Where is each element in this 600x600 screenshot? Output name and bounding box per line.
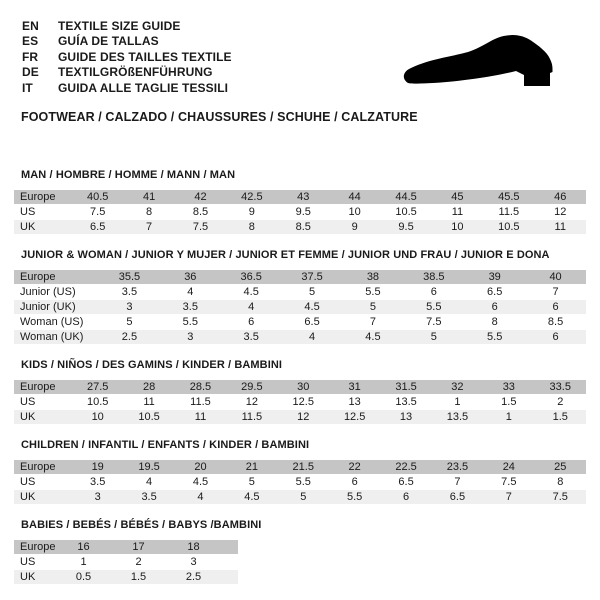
section-man <box>14 169 586 235</box>
size-cell: 5.5 <box>278 475 329 490</box>
row-label: Junior (US) <box>14 285 99 300</box>
size-cell: 1.5 <box>483 395 534 410</box>
dress-shoe-icon <box>400 33 576 95</box>
category-header: FOOTWEAR / CALZADO / CHAUSSURES / SCHUHE / CALZATURE <box>21 110 418 124</box>
table-row <box>14 410 586 425</box>
size-cell: 4.5 <box>221 285 282 300</box>
size-cell: 4.5 <box>282 300 343 315</box>
size-cell: 10 <box>432 220 483 235</box>
size-cell: 5 <box>343 300 404 315</box>
size-cell: 7.5 <box>175 220 226 235</box>
size-cell: 12 <box>278 410 329 425</box>
size-cell: 5 <box>403 330 464 345</box>
size-cell: 7.5 <box>72 205 123 220</box>
size-cell: 21.5 <box>278 460 329 475</box>
size-cell: 23.5 <box>432 460 483 475</box>
section-junior-woman <box>14 249 586 345</box>
size-table-man <box>14 190 586 235</box>
size-cell: 3.5 <box>123 490 174 505</box>
size-cell: 33 <box>483 380 534 395</box>
size-cell: 19 <box>72 460 123 475</box>
size-cell: 10 <box>329 205 380 220</box>
row-label: Europe <box>14 380 72 395</box>
size-cell: 28.5 <box>175 380 226 395</box>
row-label: Europe <box>14 540 56 555</box>
size-cell: 20 <box>175 460 226 475</box>
size-cell: 9 <box>226 205 277 220</box>
size-cell: 9.5 <box>380 220 431 235</box>
size-cell: 6.5 <box>72 220 123 235</box>
size-cell: 5.5 <box>403 300 464 315</box>
language-row <box>22 34 232 50</box>
size-cell: 41 <box>123 190 174 205</box>
size-cell: 16 <box>56 540 111 555</box>
size-cell: 3.5 <box>72 475 123 490</box>
language-code: EN <box>22 18 39 33</box>
size-cell: 8.5 <box>525 315 586 330</box>
size-cell: 7.5 <box>483 475 534 490</box>
size-cell: 33.5 <box>535 380 586 395</box>
size-cell: 5 <box>282 285 343 300</box>
size-table-kids <box>14 380 586 425</box>
size-cell: 6 <box>464 300 525 315</box>
size-cell: 2 <box>535 395 586 410</box>
size-cell: 6.5 <box>380 475 431 490</box>
table-row <box>14 330 586 345</box>
row-label: Europe <box>14 460 72 475</box>
size-cell: 3.5 <box>160 300 221 315</box>
row-label: US <box>14 395 72 410</box>
table-row <box>14 315 586 330</box>
size-cell: 1 <box>432 395 483 410</box>
size-cell: 13 <box>380 410 431 425</box>
size-cell: 1.5 <box>111 570 166 585</box>
row-label: Europe <box>14 270 99 285</box>
size-cell: 29.5 <box>226 380 277 395</box>
size-cell: 9 <box>329 220 380 235</box>
size-cell: 5.5 <box>329 490 380 505</box>
size-cell: 8 <box>464 315 525 330</box>
section-kids <box>14 359 586 425</box>
table-row <box>14 460 586 475</box>
row-label: UK <box>14 490 72 505</box>
size-cell: 42.5 <box>226 190 277 205</box>
size-cell: 27.5 <box>72 380 123 395</box>
section-children <box>14 439 586 505</box>
size-cell: 5.5 <box>160 315 221 330</box>
language-code: DE <box>22 65 39 80</box>
dress-shoe-path <box>404 35 553 86</box>
language-title: GUIDE DES TAILLES TEXTILE <box>58 49 232 64</box>
table-row <box>14 205 586 220</box>
size-cell: 39 <box>464 270 525 285</box>
size-cell: 4.5 <box>175 475 226 490</box>
size-cell: 10 <box>72 410 123 425</box>
size-cell: 10.5 <box>123 410 174 425</box>
size-cell: 3 <box>99 300 160 315</box>
size-cell: 5 <box>226 475 277 490</box>
size-cell: 30 <box>278 380 329 395</box>
size-cell: 4.5 <box>343 330 404 345</box>
size-cell: 4 <box>221 300 282 315</box>
size-cell: 1.5 <box>535 410 586 425</box>
size-cell: 40.5 <box>72 190 123 205</box>
size-cell: 6.5 <box>464 285 525 300</box>
size-cell: 4 <box>175 490 226 505</box>
size-cell: 38 <box>343 270 404 285</box>
size-cell: 5.5 <box>343 285 404 300</box>
size-cell: 38.5 <box>403 270 464 285</box>
row-label: UK <box>14 220 72 235</box>
table-row <box>14 300 586 315</box>
table-row <box>14 395 586 410</box>
size-cell: 35.5 <box>99 270 160 285</box>
language-row <box>22 18 232 34</box>
section-title-man: MAN / HOMBRE / HOMME / MANN / MAN <box>21 169 236 181</box>
size-cell: 7.5 <box>403 315 464 330</box>
size-cell: 10.5 <box>72 395 123 410</box>
language-list <box>22 18 232 96</box>
language-title: TEXTILE SIZE GUIDE <box>58 18 181 33</box>
row-label: Woman (UK) <box>14 330 99 345</box>
table-row <box>14 555 238 570</box>
size-cell: 3 <box>72 490 123 505</box>
section-title-kids: KIDS / NIÑOS / DES GAMINS / KINDER / BAMBINI <box>21 359 283 371</box>
spacer-cell <box>221 570 238 585</box>
size-cell: 37.5 <box>282 270 343 285</box>
size-cell: 4 <box>282 330 343 345</box>
size-cell: 18 <box>166 540 221 555</box>
size-cell: 42 <box>175 190 226 205</box>
size-cell: 4 <box>123 475 174 490</box>
table-row <box>14 540 238 555</box>
size-cell: 12 <box>535 205 586 220</box>
spacer-cell <box>221 540 238 555</box>
size-cell: 10.5 <box>483 220 534 235</box>
size-cell: 13.5 <box>432 410 483 425</box>
size-cell: 3 <box>160 330 221 345</box>
table-row <box>14 490 586 505</box>
size-cell: 43 <box>278 190 329 205</box>
size-cell: 3.5 <box>99 285 160 300</box>
size-cell: 5 <box>99 315 160 330</box>
size-cell: 1 <box>56 555 111 570</box>
size-cell: 36.5 <box>221 270 282 285</box>
section-title-children: CHILDREN / INFANTIL / ENFANTS / KINDER / BAMBINI <box>21 439 310 451</box>
size-cell: 1 <box>483 410 534 425</box>
size-table-children <box>14 460 586 505</box>
row-label: US <box>14 205 72 220</box>
section-title-junior-woman: JUNIOR & WOMAN / JUNIOR Y MUJER / JUNIOR ET FEMME / JUNIOR UND FRAU / JUNIOR E DONA <box>21 249 550 261</box>
size-cell: 7 <box>432 475 483 490</box>
size-cell: 8.5 <box>175 205 226 220</box>
size-cell: 10.5 <box>380 205 431 220</box>
row-label: Junior (UK) <box>14 300 99 315</box>
table-row <box>14 285 586 300</box>
language-row <box>22 65 232 81</box>
size-cell: 40 <box>525 270 586 285</box>
table-row <box>14 380 586 395</box>
size-cell: 6.5 <box>432 490 483 505</box>
row-label: Europe <box>14 190 72 205</box>
language-title: GUIDA ALLE TAGLIE TESSILI <box>58 80 229 95</box>
language-code: FR <box>22 49 39 64</box>
size-cell: 2 <box>111 555 166 570</box>
size-cell: 11 <box>535 220 586 235</box>
size-cell: 25 <box>535 460 586 475</box>
row-label: UK <box>14 410 72 425</box>
size-cell: 12.5 <box>329 410 380 425</box>
size-cell: 5 <box>278 490 329 505</box>
size-cell: 0.5 <box>56 570 111 585</box>
section-babies <box>14 519 586 585</box>
size-cell: 8 <box>226 220 277 235</box>
row-label: US <box>14 555 56 570</box>
size-cell: 7 <box>343 315 404 330</box>
size-cell: 2.5 <box>166 570 221 585</box>
language-title: GUÍA DE TALLAS <box>58 34 159 49</box>
row-label: Woman (US) <box>14 315 99 330</box>
size-cell: 45.5 <box>483 190 534 205</box>
size-cell: 9.5 <box>278 205 329 220</box>
size-cell: 8 <box>123 205 174 220</box>
size-cell: 11 <box>175 410 226 425</box>
size-cell: 22 <box>329 460 380 475</box>
size-cell: 46 <box>535 190 586 205</box>
size-cell: 13 <box>329 395 380 410</box>
size-cell: 7 <box>483 490 534 505</box>
size-cell: 3.5 <box>221 330 282 345</box>
size-cell: 6.5 <box>282 315 343 330</box>
size-cell: 6 <box>403 285 464 300</box>
size-cell: 19.5 <box>123 460 174 475</box>
size-cell: 5.5 <box>464 330 525 345</box>
size-cell: 44.5 <box>380 190 431 205</box>
table-row <box>14 570 238 585</box>
size-table-babies <box>14 540 238 585</box>
language-code: IT <box>22 80 33 95</box>
size-cell: 11.5 <box>483 205 534 220</box>
size-cell: 12.5 <box>278 395 329 410</box>
size-cell: 28 <box>123 380 174 395</box>
size-cell: 31 <box>329 380 380 395</box>
size-cell: 4 <box>160 285 221 300</box>
size-cell: 6 <box>329 475 380 490</box>
size-cell: 36 <box>160 270 221 285</box>
size-cell: 7.5 <box>535 490 586 505</box>
section-title-babies: BABIES / BEBÉS / BÉBÉS / BABYS /BAMBINI <box>21 519 262 531</box>
size-table-junior-woman <box>14 270 586 345</box>
size-sections <box>14 169 586 599</box>
size-cell: 13.5 <box>380 395 431 410</box>
size-cell: 6 <box>380 490 431 505</box>
size-cell: 6 <box>525 300 586 315</box>
size-cell: 44 <box>329 190 380 205</box>
size-cell: 31.5 <box>380 380 431 395</box>
size-cell: 11.5 <box>226 410 277 425</box>
size-cell: 2.5 <box>99 330 160 345</box>
size-cell: 11.5 <box>175 395 226 410</box>
size-cell: 22.5 <box>380 460 431 475</box>
size-cell: 6 <box>525 330 586 345</box>
size-cell: 7 <box>525 285 586 300</box>
size-cell: 8.5 <box>278 220 329 235</box>
size-cell: 11 <box>432 205 483 220</box>
size-cell: 7 <box>123 220 174 235</box>
table-row <box>14 475 586 490</box>
size-cell: 24 <box>483 460 534 475</box>
table-row <box>14 190 586 205</box>
language-title: TEXTILGRÖßENFÜHRUNG <box>58 65 213 80</box>
size-cell: 3 <box>166 555 221 570</box>
language-code: ES <box>22 34 39 49</box>
spacer-cell <box>221 555 238 570</box>
table-row <box>14 220 586 235</box>
size-cell: 21 <box>226 460 277 475</box>
size-cell: 4.5 <box>226 490 277 505</box>
size-cell: 32 <box>432 380 483 395</box>
table-row <box>14 270 586 285</box>
size-cell: 6 <box>221 315 282 330</box>
size-cell: 45 <box>432 190 483 205</box>
size-cell: 12 <box>226 395 277 410</box>
row-label: UK <box>14 570 56 585</box>
size-cell: 8 <box>535 475 586 490</box>
language-row <box>22 80 232 96</box>
size-cell: 17 <box>111 540 166 555</box>
row-label: US <box>14 475 72 490</box>
size-cell: 11 <box>123 395 174 410</box>
language-row <box>22 49 232 65</box>
